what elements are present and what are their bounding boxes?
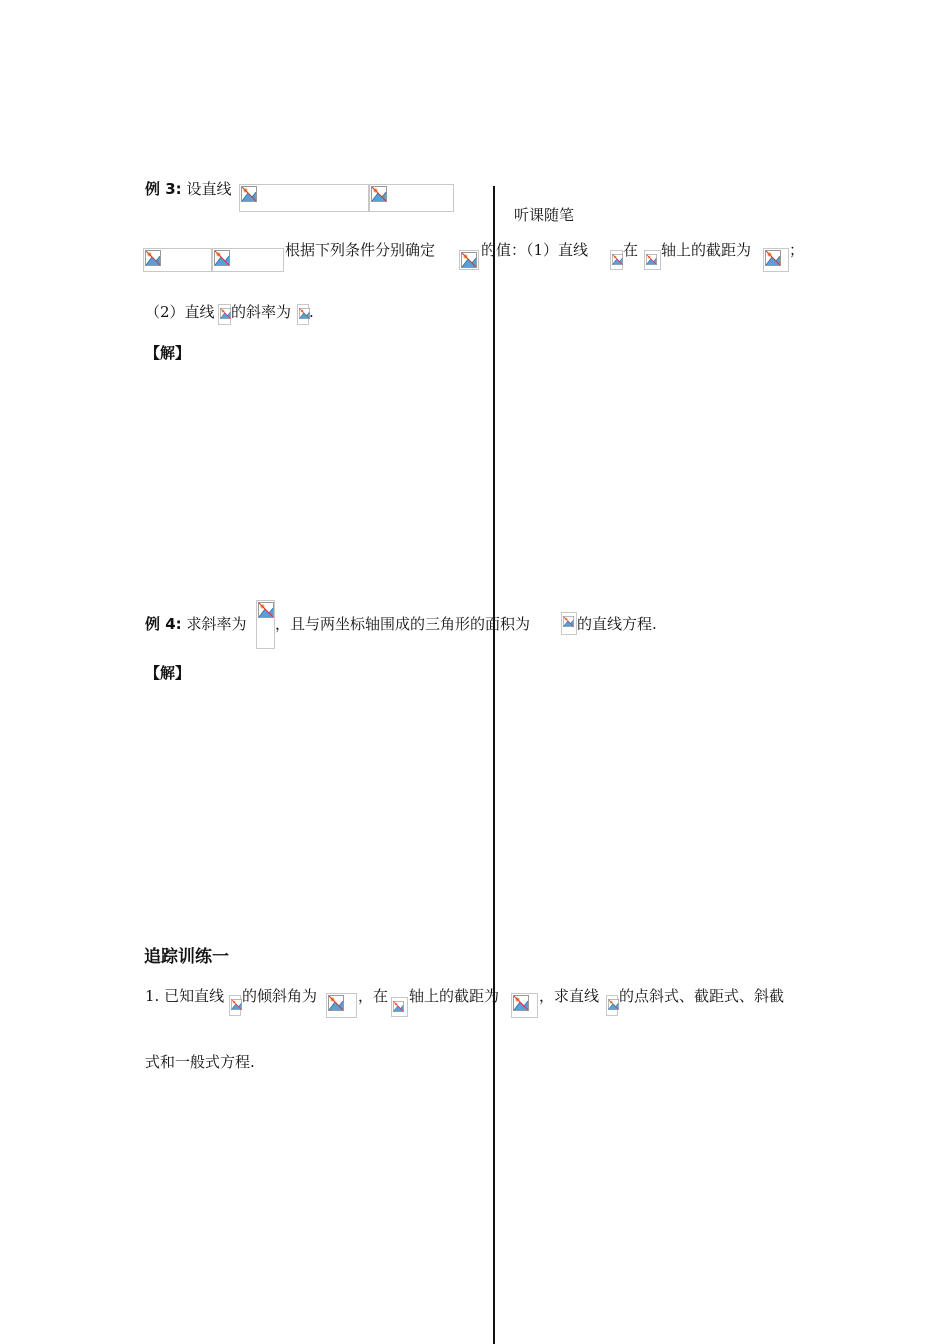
- example3-period: .: [309, 303, 314, 321]
- example3-intercept-text: 轴上的截距为: [661, 241, 752, 259]
- example4-colon: :: [175, 615, 182, 633]
- broken-image-icon: [328, 995, 344, 1011]
- formula-image: [239, 184, 369, 212]
- broken-image-icon: [231, 997, 242, 1012]
- broken-image-icon: [220, 306, 231, 321]
- formula-image: [610, 250, 623, 270]
- example3-solution-label: 【解】: [145, 344, 191, 362]
- formula-image: [297, 304, 309, 325]
- example4-text-c: 的直线方程.: [577, 615, 657, 633]
- formula-image: [369, 184, 454, 212]
- broken-image-icon: [461, 252, 477, 268]
- broken-image-icon: [612, 252, 623, 267]
- example3-label: 例 3: [145, 180, 176, 198]
- example4-text: [145, 614, 246, 634]
- example3-condition-text: 根据下列条件分别确定: [285, 241, 436, 259]
- formula-image: [229, 995, 241, 1016]
- tracking-q1-d: 轴上的截距为: [409, 987, 500, 1005]
- tracking-q1-b: 的倾斜角为: [242, 987, 318, 1005]
- tracking-heading: 追踪训练一: [144, 947, 229, 967]
- broken-image-icon: [258, 602, 274, 618]
- example3-part2-text: （2）直线: [145, 303, 215, 321]
- example4-text-b: ，且与两坐标轴围成的三角形的面积为: [275, 615, 531, 633]
- example3-slope-text: 的斜率为: [231, 303, 292, 321]
- tracking-q1-e: ，求直线: [539, 987, 600, 1005]
- formula-image: [763, 248, 789, 272]
- example4-solution-label: 【解】: [145, 664, 191, 682]
- broken-image-icon: [513, 995, 529, 1011]
- formula-image: [256, 600, 275, 649]
- formula-image: [391, 997, 408, 1017]
- broken-image-icon: [371, 186, 387, 202]
- formula-image: [459, 250, 479, 270]
- example3-at-text: 在: [623, 241, 639, 259]
- column-divider: [493, 186, 495, 1344]
- example3-semicolon: ；: [789, 241, 805, 259]
- formula-image: [606, 995, 618, 1016]
- formula-image: [644, 250, 661, 270]
- broken-image-icon: [563, 614, 574, 629]
- example4-label: 例 4: [145, 615, 176, 633]
- example3-intro: [145, 179, 231, 199]
- tracking-q1-a: 1. 已知直线: [145, 987, 225, 1005]
- example3-intro-text: 设直线: [186, 180, 232, 198]
- tracking-q1-line2: 式和一般式方程.: [145, 1053, 255, 1071]
- broken-image-icon: [608, 997, 619, 1012]
- formula-image: [143, 248, 212, 272]
- notes-heading: 听课随笔: [514, 206, 575, 224]
- tracking-q1-f: 的点斜式、截距式、斜截: [619, 987, 785, 1005]
- broken-image-icon: [241, 186, 257, 202]
- example3-colon: :: [175, 180, 182, 198]
- formula-image: [511, 993, 538, 1018]
- broken-image-icon: [145, 250, 161, 266]
- formula-image: [218, 304, 231, 325]
- broken-image-icon: [393, 999, 404, 1014]
- example3-value-text: 的值：（1）直线: [481, 241, 589, 259]
- broken-image-icon: [765, 250, 781, 266]
- tracking-q1-c: ，在: [358, 987, 389, 1005]
- broken-image-icon: [214, 250, 230, 266]
- example4-text-a: 求斜率为: [186, 615, 247, 633]
- formula-image: [561, 612, 577, 635]
- broken-image-icon: [646, 252, 657, 267]
- formula-image: [326, 993, 357, 1018]
- formula-image: [212, 248, 284, 272]
